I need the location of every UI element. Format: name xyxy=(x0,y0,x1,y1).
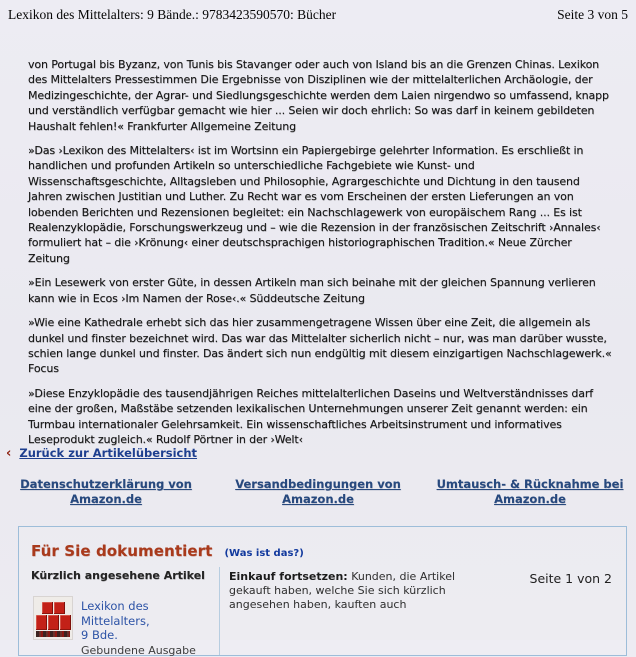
product-title-line: Lexikon des Mittelalters, xyxy=(81,599,150,628)
shipping-terms-link[interactable] xyxy=(235,477,401,506)
footer-link-line: Amazon.de xyxy=(494,491,566,506)
continue-shopping-label: Einkauf fortsetzen: xyxy=(229,570,348,583)
review-content xyxy=(28,57,613,456)
book-cube xyxy=(60,615,71,630)
back-to-article-link[interactable]: Zurück zur Artikelübersicht xyxy=(19,446,198,460)
column-divider xyxy=(219,567,220,655)
footer-links-row xyxy=(0,477,636,507)
footer-link-col xyxy=(424,477,636,507)
product-title-link[interactable] xyxy=(81,599,216,643)
footer-link-col xyxy=(0,477,212,507)
book-cube xyxy=(36,615,47,630)
recent-items-heading: Kürzlich angesehene Artikel xyxy=(31,569,205,582)
product-info xyxy=(81,599,216,657)
book-cube xyxy=(42,602,53,614)
book-spines xyxy=(36,631,70,637)
product-format: Gebundene Ausgabe xyxy=(81,643,196,657)
review-paragraph: »Diese Enzyklopädie des tausendjährigen Reiches mittelalterlichen Daseins und Weltverständnisses darf eine der großen, Maßstäbe setzenden lexikalischen Unternehmungen unserer Zeit genannt werden: ein Turmbau internationaler Gelehrsamkeit. Ein wissenschaftliches Arbeitsinstrument und informatives Leseprodukt zugleich.« Rudolf Pörtner in der ›Welt‹ xyxy=(28,386,593,446)
carousel-page-indicator: Seite 1 von 2 xyxy=(529,571,612,586)
back-link-row xyxy=(6,446,197,461)
book-row-top xyxy=(42,602,65,614)
page-number: Seite 3 von 5 xyxy=(557,7,628,22)
footer-link-col xyxy=(212,477,424,507)
review-paragraph: »Ein Lesewerk von erster Güte, in dessen Artikeln man sich beinahe mit der gleichen Spannung verlieren kann wie in Ecos ›Im Namen der Rose‹.« Süddeutsche Zeitung xyxy=(28,276,596,305)
continue-shopping-text xyxy=(229,570,461,612)
book-cube xyxy=(48,615,59,630)
review-paragraph: von Portugal bis Byzanz, von Tunis bis Stavanger oder auch von Island bis an die Grenzen Chinas. Lexikon des Mittelalters Pressestimmen Die Ergebnisse von Disziplinen wie der mittelalterlichen Archäologie, der Medizingeschichte, der Agrar- und Siedlungsgeschichte werden dem Laien nirgendwo so umfassend, knapp und verständlich verfügbar gemacht wie hier ... Seien wir doch ehrlich: So was darf in keinem gebildeten Haushalt fehlen!« Frankfurter Allgemeine Zeitung xyxy=(28,58,609,133)
book-thumbnail-image[interactable] xyxy=(33,596,73,640)
product-title-line: 9 Bde. xyxy=(81,628,118,642)
what-is-this-link[interactable]: (Was ist das?) xyxy=(224,548,304,559)
book-row-bottom xyxy=(36,615,71,630)
documented-section xyxy=(18,526,627,656)
section-title: Für Sie dokumentiert xyxy=(31,542,213,560)
footer-link-line: Amazon.de xyxy=(282,491,354,506)
book-cube xyxy=(54,602,65,614)
footer-link-line: Datenschutzerklärung von xyxy=(20,477,192,491)
returns-link[interactable] xyxy=(437,477,624,506)
continue-shopping-detail: Kunden, die Artikel gekauft haben, welche Sie sich kürzlich angesehen haben, kauften auch xyxy=(229,570,456,611)
page-title: Lexikon des Mittelalters: 9 Bände.: 9783423590570: Bücher xyxy=(8,7,337,22)
privacy-policy-link[interactable] xyxy=(20,477,192,506)
review-paragraph: »Wie eine Kathedrale erhebt sich das hier zusammengetragene Wissen über eine Zeit, die allgemein als dunkel und finster bezeichnet wird. Das war das Mittelalter sicherlich nicht – nur, was man darüber wusste, schien lange dunkel und finster. Das ändert sich nun endgültig mit diesem einzigartigen Nachschlagewerk.« Focus xyxy=(28,316,612,376)
footer-link-line: Versandbedingungen von xyxy=(235,477,401,491)
footer-link-line: Amazon.de xyxy=(70,491,142,506)
review-paragraph: »Das ›Lexikon des Mittelalters‹ ist im Wortsinn ein Papiergebirge gelehrter Information. Es erschließt in handlichen und profunden Artikeln so unterschiedliche Fachgebiete wie Kunst- und Wissenschaftsgeschichte, Alltagsleben und Philosophie, Agrargeschichte und Dichtung in den tausend Jahren zwischen Justitian und Luther. Zu Recht war es vom Erscheinen der ersten Lieferungen an von lobenden Berichten und Rezensionen begleitet: ein Nachschlagewerk von europäischem Rang ... Es ist Realenzyklopädie, Forschungswerkzeug und – wie die Rezension in der französischen Zeitschrift ›Annales‹ formuliert hat – die ›Krönung‹ einer deutschsprachigen historiographischen Tradition.« Neue Zürcher Zeitung xyxy=(28,144,601,265)
footer-link-line: Umtausch- & Rücknahme bei xyxy=(436,477,624,491)
print-header xyxy=(8,7,628,23)
documented-title-row xyxy=(31,541,304,560)
back-arrow-icon: ‹ xyxy=(6,446,12,461)
